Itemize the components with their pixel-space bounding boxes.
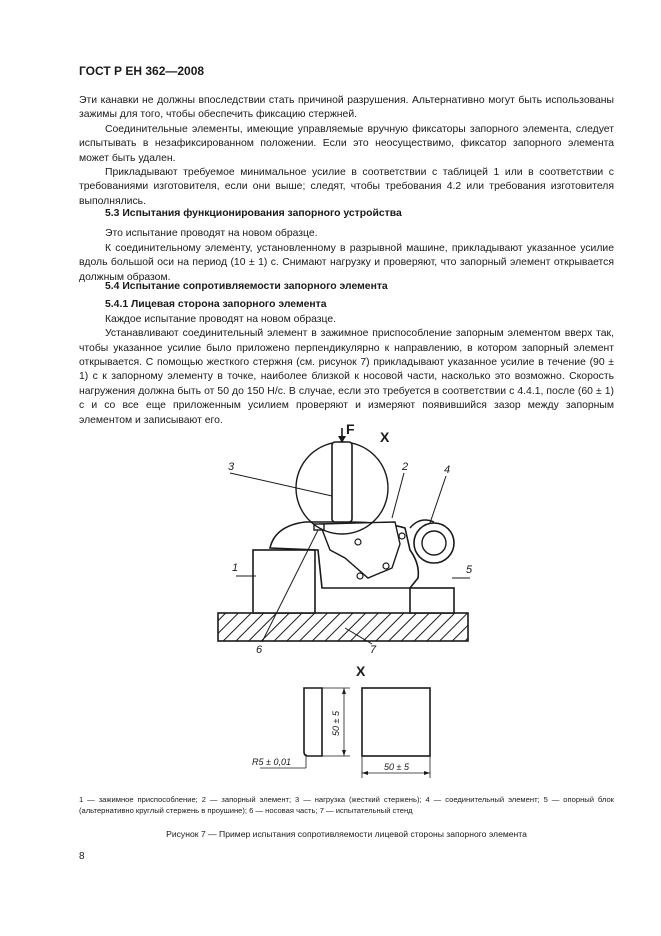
callout-7: 7 [370, 644, 377, 656]
dim-height: 50 ± 5 [331, 711, 341, 736]
paragraph: Эти канавки не должны впоследствии стать причиной разрушения. Альтернативно могут быть использованы зажимы для того, чтобы обеспечить фиксацию стержней. [79, 95, 614, 121]
clamp-fixture [253, 550, 315, 613]
paragraph: Каждое испытание проводят на новом образце. [105, 313, 337, 325]
callout-1: 1 [232, 562, 239, 574]
callout-4: 4 [444, 464, 451, 476]
dim-radius: R5 ± 0,01 [252, 757, 291, 767]
figure-legend: 1 — зажимное приспособление; 2 — запорный элемент; 3 — нагрузка (жесткий стержень); 4 — соединительный элемент; 5 — опорный блок (альтернативно круглый стержень в проушине); 6 — носовая часть; 7 — испытательный стенд [79, 795, 614, 815]
section-heading: 5.3 Испытания функционирования запорного устройства [105, 208, 402, 219]
paragraph: К соединительному элементу, установленному в разрывной машине, прикладывают указанное усилие вдоль большой оси на период (10 ± 1) с. Снимают нагрузку и проверяют, что запорный элемент открывается должным образом. [79, 242, 614, 283]
support-block [410, 588, 454, 613]
section-5-4 [79, 280, 614, 428]
figure-caption: Рисунок 7 — Пример испытания сопротивляемости лицевой стороны запорного элемента [166, 829, 527, 839]
callout-3: 3 [228, 461, 235, 473]
test-bench [218, 613, 468, 641]
figure-7-drawing [0, 418, 661, 790]
section-heading: 5.4 Испытание сопротивляемости запорного элемента [105, 281, 388, 292]
bar-side-view [304, 688, 322, 756]
section-5-3 [79, 207, 614, 285]
paragraph: Это испытание проводят на новом образце. [105, 228, 318, 240]
callout-2: 2 [402, 461, 409, 473]
force-label: F [346, 421, 355, 437]
callout-6: 6 [256, 644, 263, 656]
subsection-heading: 5.4.1 Лицевая сторона запорного элемента [105, 299, 327, 311]
paragraph: Устанавливают соединительный элемент в зажимное приспособление запорным элементом вверх так, чтобы указанное усилие было приложено перпендикулярно к направлению, в котором запорный элемент открывается. С помощью жесткого стержня (см. рисунок 7) прикладывают указанное усилие в течение (90 ± 1) с к запорному элементу в точке, наиболее близкой к носовой части, насколько это возможно. Скорость нагружения должна быть от 50 до 150 Н/с. В случае, если это требуется в соответствии с 4.4.1, после (60 ± 1) с и со все еще приложенным усилием проверяют и измеряют появившийся зазор между запорным элементом и записывают его. [79, 328, 614, 426]
paragraph: Прикладывают требуемое минимальное усилие в соответствии с таблицей 1 или в соответствии с требованиями изготовителя, если они выше; следят, чтобы требования 4.2 или требования изготовителя выполнялись. [79, 167, 614, 207]
detail-view-label: X [356, 663, 366, 679]
bar-front-view [362, 688, 430, 756]
document-header: ГОСТ Р ЕН 362—2008 [79, 64, 205, 78]
rigid-bar [332, 442, 352, 522]
dim-width: 50 ± 5 [384, 762, 409, 772]
page-number: 8 [79, 851, 85, 862]
detail-label: X [380, 429, 390, 445]
intro-text-block [79, 94, 614, 209]
callout-5: 5 [466, 564, 473, 576]
paragraph: Соединительные элементы, имеющие управляемые вручную фиксаторы запорного элемента, следует испытывать в незафиксированном положении. Если это неосуществимо, фиксатор запорного элемента может быть удален. [79, 123, 614, 164]
